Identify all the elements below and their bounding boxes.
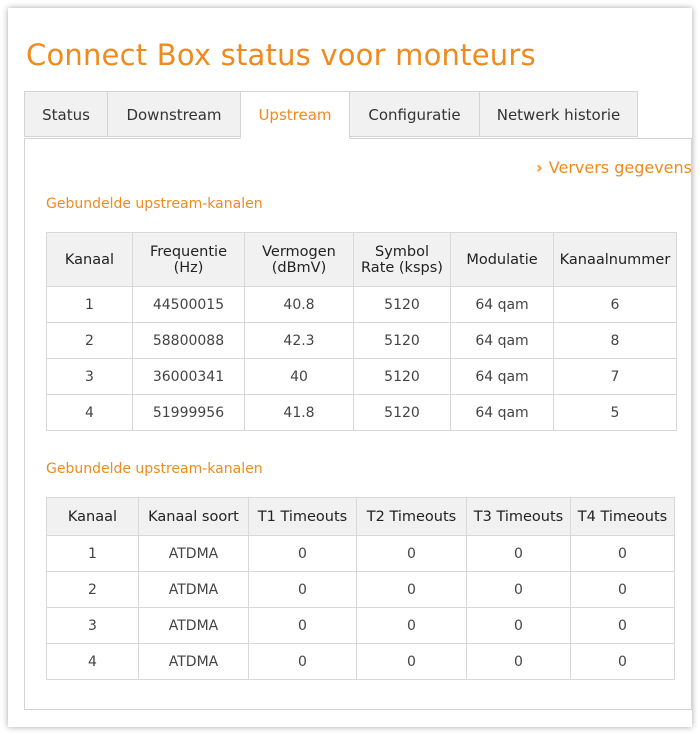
col-header-frequentie: Frequentie (Hz) xyxy=(133,233,245,287)
col-header-kanaal: Kanaal xyxy=(47,233,133,287)
cell-t2-timeouts: 0 xyxy=(357,572,467,608)
page-title: Connect Box status voor monteurs xyxy=(26,38,536,72)
table-header-row xyxy=(47,498,675,536)
cell-symbol-rate: 5120 xyxy=(354,395,451,431)
col-header-vermogen: Vermogen (dBmV) xyxy=(245,233,354,287)
cell-symbol-rate: 5120 xyxy=(354,323,451,359)
table-row xyxy=(47,644,675,680)
cell-frequentie: 58800088 xyxy=(133,323,245,359)
cell-vermogen: 42.3 xyxy=(245,323,354,359)
cell-t4-timeouts: 0 xyxy=(571,608,675,644)
cell-t2-timeouts: 0 xyxy=(357,536,467,572)
cell-kanaal: 4 xyxy=(47,644,139,680)
cell-symbol-rate: 5120 xyxy=(354,359,451,395)
cell-t2-timeouts: 0 xyxy=(357,644,467,680)
cell-frequentie: 36000341 xyxy=(133,359,245,395)
cell-t4-timeouts: 0 xyxy=(571,644,675,680)
cell-t3-timeouts: 0 xyxy=(467,536,571,572)
col-header-t1-timeouts: T1 Timeouts xyxy=(249,498,357,536)
cell-vermogen: 41.8 xyxy=(245,395,354,431)
tab-netwerk-historie[interactable]: Netwerk historie xyxy=(479,91,638,137)
table-row xyxy=(47,287,677,323)
refresh-link[interactable] xyxy=(536,158,692,177)
table-row xyxy=(47,608,675,644)
cell-kanaal: 3 xyxy=(47,359,133,395)
table-row xyxy=(47,536,675,572)
col-header-kanaal: Kanaal xyxy=(47,498,139,536)
cell-kanaal: 2 xyxy=(47,572,139,608)
tab-upstream[interactable]: Upstream xyxy=(240,91,350,139)
cell-modulatie: 64 qam xyxy=(451,359,554,395)
cell-t1-timeouts: 0 xyxy=(249,572,357,608)
cell-kanaalnummer: 5 xyxy=(554,395,677,431)
col-header-kanaalnummer: Kanaalnummer xyxy=(554,233,677,287)
cell-kanaal-soort: ATDMA xyxy=(139,608,249,644)
cell-symbol-rate: 5120 xyxy=(354,287,451,323)
tab-configuratie[interactable]: Configuratie xyxy=(349,91,480,137)
section-label-upstream-channels: Gebundelde upstream-kanalen xyxy=(46,196,263,212)
cell-kanaalnummer: 8 xyxy=(554,323,677,359)
cell-kanaal: 2 xyxy=(47,323,133,359)
cell-kanaal: 3 xyxy=(47,608,139,644)
cell-kanaal: 1 xyxy=(47,287,133,323)
cell-frequentie: 51999956 xyxy=(133,395,245,431)
refresh-label: Ververs gegevens xyxy=(548,158,692,177)
cell-modulatie: 64 qam xyxy=(451,395,554,431)
cell-kanaal: 4 xyxy=(47,395,133,431)
chevron-right-icon: › xyxy=(536,158,543,177)
cell-vermogen: 40.8 xyxy=(245,287,354,323)
table-row xyxy=(47,395,677,431)
col-header-t2-timeouts: T2 Timeouts xyxy=(357,498,467,536)
cell-t3-timeouts: 0 xyxy=(467,572,571,608)
col-header-t3-timeouts: T3 Timeouts xyxy=(467,498,571,536)
col-header-t4-timeouts: T4 Timeouts xyxy=(571,498,675,536)
cell-t1-timeouts: 0 xyxy=(249,644,357,680)
table-header-row xyxy=(47,233,677,287)
cell-t1-timeouts: 0 xyxy=(249,536,357,572)
upstream-timeouts-table xyxy=(46,497,675,680)
table-row xyxy=(47,323,677,359)
cell-kanaal-soort: ATDMA xyxy=(139,644,249,680)
cell-modulatie: 64 qam xyxy=(451,287,554,323)
cell-kanaalnummer: 6 xyxy=(554,287,677,323)
table-row xyxy=(47,359,677,395)
col-header-modulatie: Modulatie xyxy=(451,233,554,287)
col-header-symbol-rate: Symbol Rate (ksps) xyxy=(354,233,451,287)
cell-vermogen: 40 xyxy=(245,359,354,395)
cell-t1-timeouts: 0 xyxy=(249,608,357,644)
cell-kanaal-soort: ATDMA xyxy=(139,572,249,608)
cell-t3-timeouts: 0 xyxy=(467,644,571,680)
cell-t4-timeouts: 0 xyxy=(571,572,675,608)
cell-t3-timeouts: 0 xyxy=(467,608,571,644)
cell-kanaal-soort: ATDMA xyxy=(139,536,249,572)
col-header-kanaal-soort: Kanaal soort xyxy=(139,498,249,536)
cell-frequentie: 44500015 xyxy=(133,287,245,323)
cell-t4-timeouts: 0 xyxy=(571,536,675,572)
cell-kanaalnummer: 7 xyxy=(554,359,677,395)
tab-downstream[interactable]: Downstream xyxy=(107,91,241,137)
section-label-upstream-timeouts: Gebundelde upstream-kanalen xyxy=(46,461,263,477)
cell-t2-timeouts: 0 xyxy=(357,608,467,644)
cell-modulatie: 64 qam xyxy=(451,323,554,359)
upstream-channels-table xyxy=(46,232,677,431)
tab-status[interactable]: Status xyxy=(24,91,108,137)
cell-kanaal: 1 xyxy=(47,536,139,572)
table-row xyxy=(47,572,675,608)
